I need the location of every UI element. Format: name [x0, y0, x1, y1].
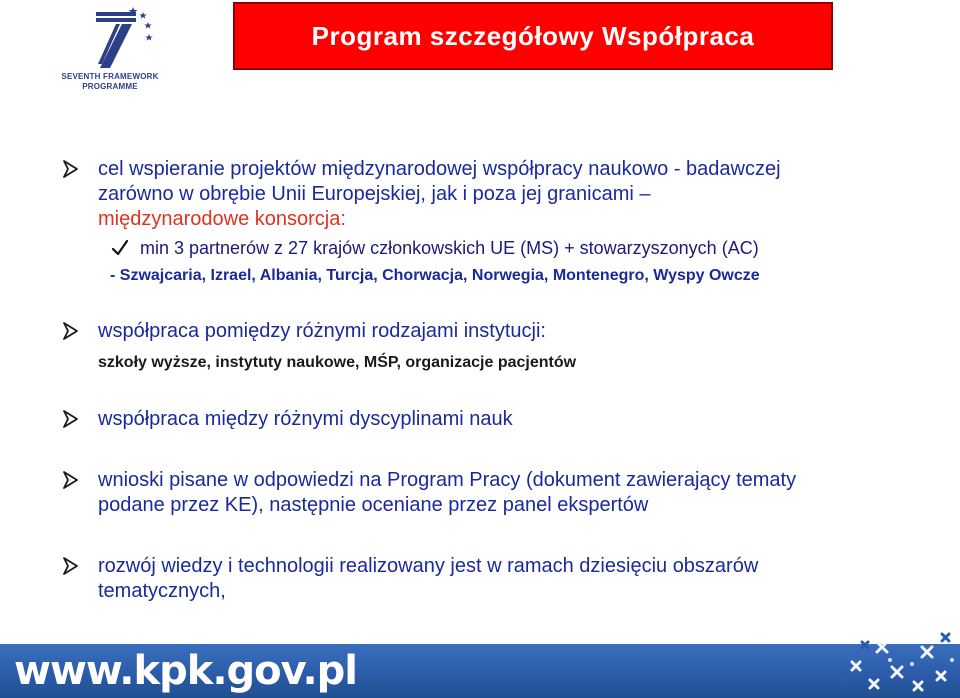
bullet-2-line: współpraca pomiędzy różnymi rodzajami instytucji: — [98, 320, 546, 342]
arrow-bullet-icon — [60, 555, 82, 577]
arrow-bullet-icon — [60, 469, 82, 491]
page-title: Program szczegółowy Współpraca — [311, 20, 755, 51]
arrow-bullet-icon — [60, 158, 82, 180]
decorative-cross-pattern — [832, 622, 960, 698]
bullet-3-line: współpraca między różnymi dyscyplinami nauk — [98, 408, 513, 430]
bullet-5-line-1: rozwój wiedzy i technologii realizowany jest w ramach dziesięciu obszarów — [98, 555, 759, 577]
title-banner — [233, 2, 833, 70]
arrow-bullet-icon — [60, 408, 82, 430]
fp7-logo-graphic — [60, 4, 160, 70]
arrow-bullet-icon — [60, 320, 82, 342]
checkmark-icon — [110, 238, 130, 258]
bullet-5-line-2: tematycznych, — [98, 580, 226, 602]
check-item-text: min 3 partnerów z 27 krajów członkowskich UE (MS) + stowarzyszonych (AC) — [140, 238, 759, 258]
bullet-4-line-1: wnioski pisane w odpowiedzi na Program Pracy (dokument zawierający tematy — [98, 469, 797, 491]
countries-list: - Szwajcaria, Izrael, Albania, Turcja, Chorwacja, Norwegia, Montenegro, Wyspy Owcze — [110, 267, 760, 284]
logo-line-2: PROGRAMME — [82, 82, 138, 91]
footer-url[interactable]: www.kpk.gov.pl — [14, 648, 357, 694]
logo-line-1: SEVENTH FRAMEWORK — [61, 72, 159, 81]
bullet-1-line-2: zarówno w obrębie Unii Europejskiej, jak i poza jej granicami – — [98, 183, 651, 205]
fp7-logo — [60, 4, 160, 96]
bullet-1-highlight: międzynarodowe konsorcja: — [98, 208, 346, 230]
bullet-2-sub: szkoły wyższe, instytuty naukowe, MŚP, organizacje pacjentów — [98, 354, 577, 371]
bullet-4-line-2: podane przez KE), następnie oceniane przez panel ekspertów — [98, 494, 649, 516]
bullet-1-line-1: cel wspieranie projektów międzynarodowej współpracy naukowo - badawczej — [98, 158, 781, 180]
